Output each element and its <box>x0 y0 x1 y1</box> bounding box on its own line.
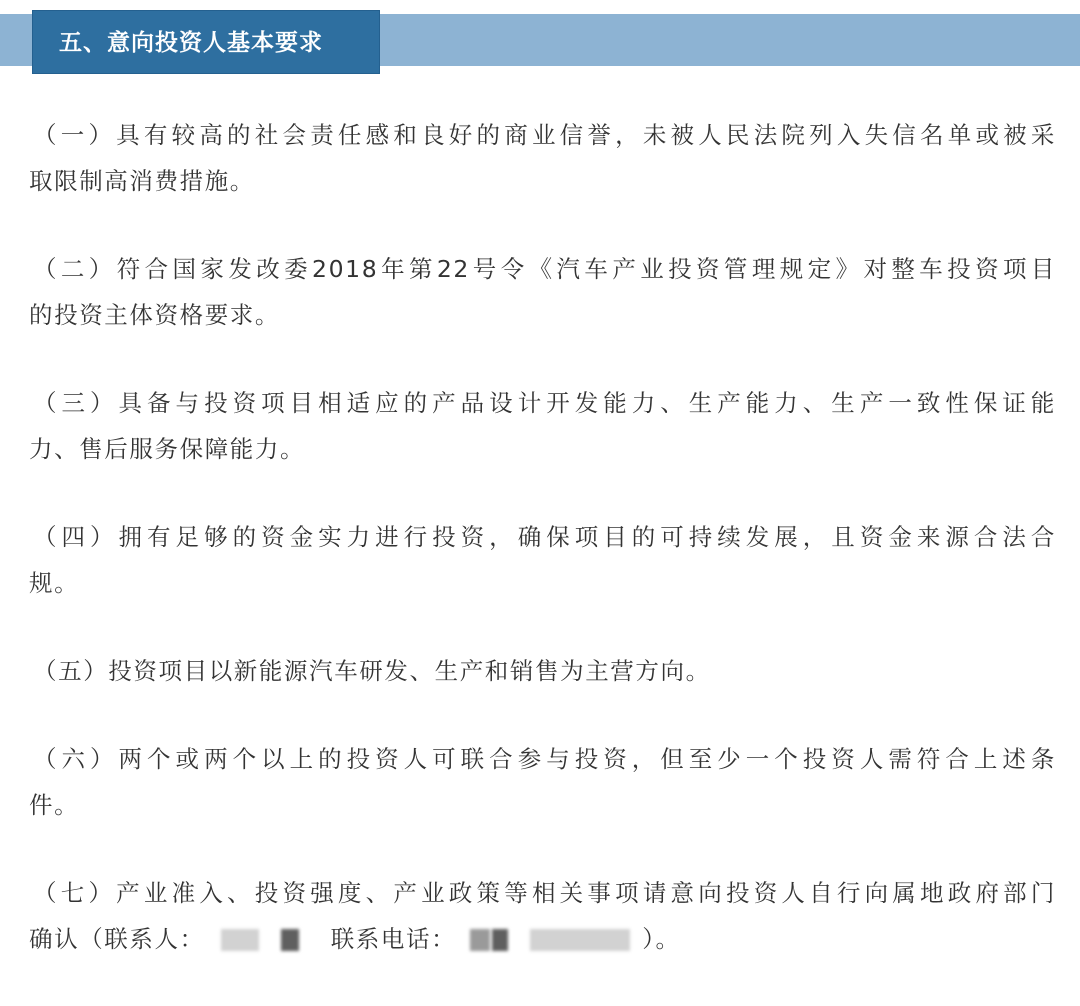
requirement-5-line-1: （五）投资项目以新能源汽车研发、生产和销售为主营方向。 <box>33 657 711 685</box>
requirement-2-line-2: 的投资主体资格要求。 <box>29 301 280 329</box>
requirement-4-line-2: 规。 <box>29 569 80 597</box>
redacted-contact-phone <box>456 918 630 964</box>
requirement-4-line-1: （四）拥有足够的资金实力进行投资，确保项目的可持续发展，且资金来源合法合 <box>33 523 1056 551</box>
redacted-contact-name <box>205 918 299 964</box>
requirement-6-line-1: （六）两个或两个以上的投资人可联合参与投资，但至少一个投资人需符合上述条 <box>33 745 1056 773</box>
requirement-item-7 <box>0 870 1080 964</box>
requirement-1-line-2: 取限制高消费措施。 <box>29 167 255 195</box>
requirement-item-2 <box>0 246 1080 338</box>
requirement-7-line-1: （七）产业准入、投资强度、产业政策等相关事项请意向投资人自行向属地政府部门 <box>33 879 1056 907</box>
requirement-item-1 <box>0 112 1080 204</box>
requirement-item-6 <box>0 736 1080 828</box>
redaction-blur <box>221 929 259 951</box>
requirement-item-4 <box>0 514 1080 606</box>
section-title: 五、意向投资人基本要求 <box>59 30 323 56</box>
requirement-7-line-2 <box>0 916 1056 964</box>
requirement-1-line-1: （一）具有较高的社会责任感和良好的商业信誉，未被人民法院列入失信名单或被采 <box>33 121 1056 149</box>
requirement-3-line-2: 力、售后服务保障能力。 <box>29 435 306 463</box>
redaction-blur <box>281 929 299 951</box>
requirement-3-line-1: （三）具备与投资项目相适应的产品设计开发能力、生产能力、生产一致性保证能 <box>33 389 1056 417</box>
contact-phone-label: 联系电话： <box>330 925 457 953</box>
requirement-item-5 <box>0 648 1080 694</box>
requirement-6-line-2: 件。 <box>29 791 80 819</box>
contact-prefix: 确认（联系人： <box>29 925 205 953</box>
section-header-box <box>32 10 380 74</box>
contact-suffix: ）。 <box>642 925 681 953</box>
requirements-list <box>0 112 1080 1006</box>
redaction-blur <box>470 929 490 951</box>
requirement-2-line-1: （二）符合国家发改委2018年第22号令《汽车产业投资管理规定》对整车投资项目 <box>33 255 1056 283</box>
requirement-item-3 <box>0 380 1080 472</box>
redaction-blur <box>492 929 508 951</box>
redaction-blur <box>530 929 630 951</box>
